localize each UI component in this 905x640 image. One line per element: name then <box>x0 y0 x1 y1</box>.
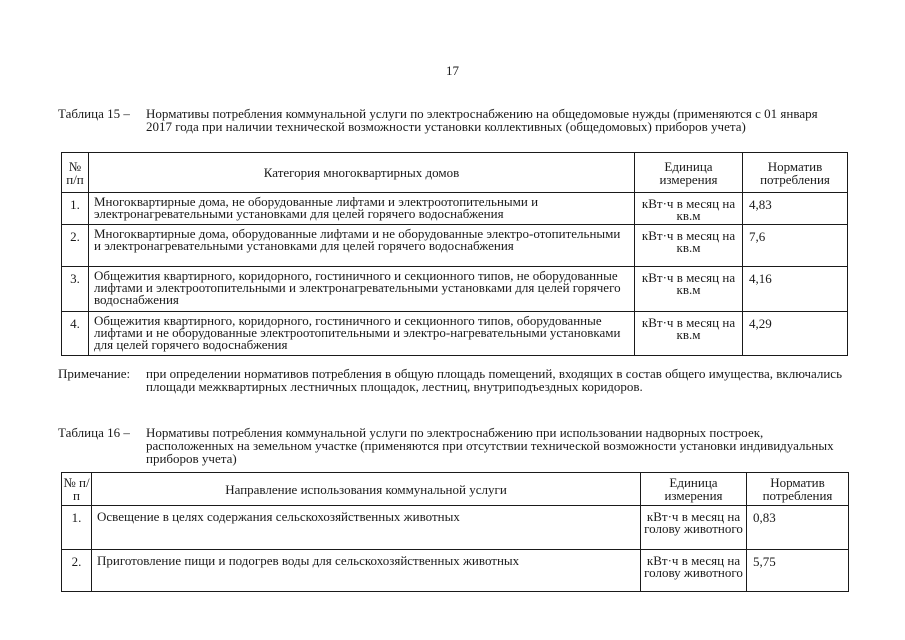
row-norm: 7,6 <box>743 225 848 267</box>
row-num: 1. <box>62 193 89 225</box>
row-norm: 4,16 <box>743 267 848 312</box>
row-num: 4. <box>62 312 89 356</box>
row-norm: 4,29 <box>743 312 848 356</box>
note-text: при определении нормативов потребления в общую площадь помещений, входящих в состав общего имущества, включались площади межквартирных лестничных площадок, лестниц, внутриподъездных коридоров. <box>146 366 843 394</box>
header-norm: Норматив потребления <box>743 153 848 193</box>
header-num: № п/п <box>62 473 92 506</box>
table-row <box>62 312 848 356</box>
row-norm: 4,83 <box>743 193 848 225</box>
note-label: Примечание: <box>58 366 131 381</box>
table15-caption-text: Нормативы потребления коммунальной услуги по электроснабжению на общедомовые нужды (применяются с 01 января 2017 года при наличии технической возможности установки коллективных (общедомовых) приборов учета) <box>146 106 818 134</box>
row-num: 2. <box>62 225 89 267</box>
row-unit: кВт·ч в месяц на кв.м <box>635 225 743 267</box>
table16-caption-text: Нормативы потребления коммунальной услуги по электроснабжению при использовании надворных построек, расположенных на земельном участке (применяются при отсутствии технической возможности установки индивидуальных приборов учета) <box>146 425 834 466</box>
table-row <box>62 506 849 550</box>
page-number: 17 <box>446 63 459 78</box>
row-unit: кВт·ч в месяц на голову животного <box>641 550 747 592</box>
table-row <box>62 550 849 592</box>
row-direction: Приготовление пищи и подогрев воды для сельскохозяйственных животных <box>92 550 641 592</box>
row-unit: кВт·ч в месяц на кв.м <box>635 267 743 312</box>
header-category: Категория многоквартирных домов <box>89 153 635 193</box>
row-norm: 5,75 <box>747 550 849 592</box>
table16 <box>61 472 849 592</box>
row-category: Многоквартирные дома, оборудованные лифтами и не оборудованные электро-отопительными и электронагревательными установками для целей горячего водоснабжения <box>89 225 635 267</box>
row-unit: кВт·ч в месяц на голову животного <box>641 506 747 550</box>
row-num: 2. <box>62 550 92 592</box>
row-num: 1. <box>62 506 92 550</box>
table-row <box>62 267 848 312</box>
header-direction: Направление использования коммунальной услуги <box>92 473 641 506</box>
table16-label: Таблица 16 – <box>58 425 130 440</box>
row-num: 3. <box>62 267 89 312</box>
header-num: № п/п <box>62 153 89 193</box>
table-row <box>62 193 848 225</box>
header-unit: Единица измерения <box>641 473 747 506</box>
row-category: Общежития квартирного, коридорного, гостиничного и секционного типов, не оборудованные лифтами и электроотопительными и электронагревательными установками для целей горячего водоснабжения <box>89 267 635 312</box>
table-row <box>62 225 848 267</box>
table15-label: Таблица 15 – <box>58 106 130 121</box>
row-category: Многоквартирные дома, не оборудованные лифтами и электроотопительными и электронагревательными установками для целей горячего водоснабжения <box>89 193 635 225</box>
table15-header-row <box>62 153 848 193</box>
table15 <box>61 152 848 356</box>
header-unit: Единица измерения <box>635 153 743 193</box>
row-direction: Освещение в целях содержания сельскохозяйственных животных <box>92 506 641 550</box>
row-category: Общежития квартирного, коридорного, гостиничного и секционного типов, оборудованные лифтами и не оборудованные электроотопительными и электро-нагревательными установками для целей горячего водоснабжения <box>89 312 635 356</box>
table16-header-row <box>62 473 849 506</box>
row-unit: кВт·ч в месяц на кв.м <box>635 312 743 356</box>
header-norm: Норматив потребления <box>747 473 849 506</box>
row-norm: 0,83 <box>747 506 849 550</box>
row-unit: кВт·ч в месяц на кв.м <box>635 193 743 225</box>
